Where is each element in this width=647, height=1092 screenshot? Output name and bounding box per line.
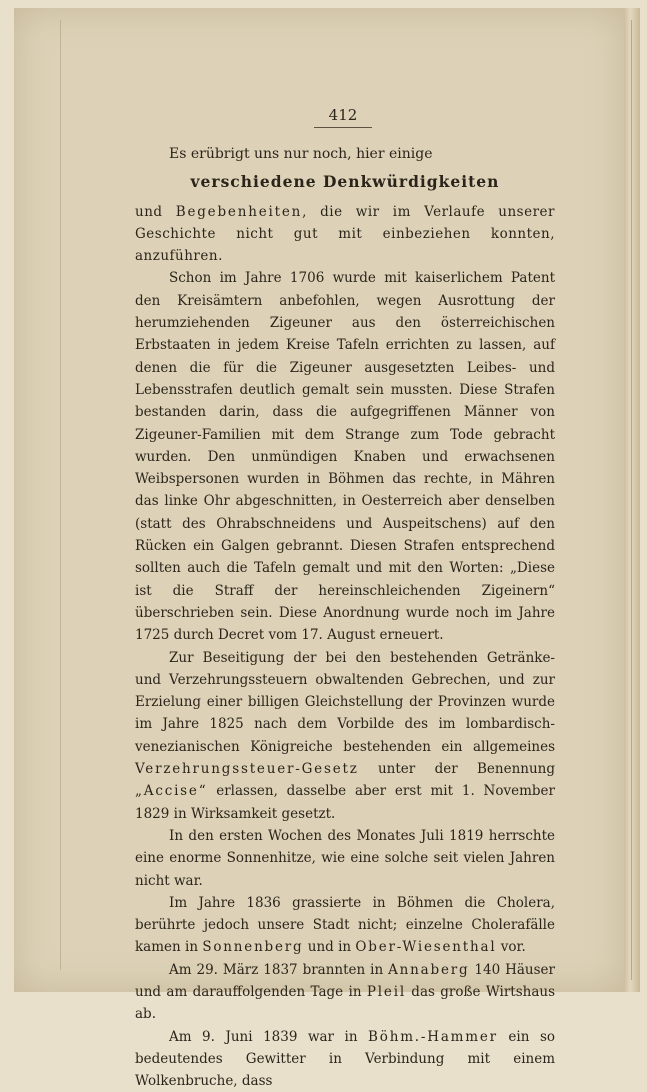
page-fold-crease (60, 20, 61, 970)
paragraph (135, 201, 555, 268)
text-span: , die wir im Verlaufe unserer Geschichte nicht gut mit einbeziehen konnten, anzuführen. (135, 203, 555, 265)
text-span: Am 9. Juni 1839 war in (169, 1028, 369, 1045)
page-number-rule (314, 127, 372, 128)
body-text (135, 143, 555, 1092)
adjacent-page-edge (624, 8, 640, 992)
text-span: und (135, 203, 176, 220)
text-span: Im Jahre 1836 grassierte in Böhmen die Cholera, berührte jedoch unsere Stadt nicht; einzelne Cholerafälle kamen in (135, 894, 555, 956)
text-span: Zur Beseitigung der bei den bestehenden Getränke- und Verzehrungssteuern obwaltenden Gebrechen, und zur Erzielung einer billigen Gleichstellung der Provinzen wurde im Jahre 1825 nach dem Vorbilde des im lombardisch-venezianischen Königreiche bestehenden ein allgemeines (135, 649, 555, 755)
emphasized-term: „Accise“ (135, 783, 208, 800)
text-span: vor. (496, 939, 526, 956)
page-edge-line (631, 20, 632, 980)
intro-line: Es erübrigt uns nur noch, hier einige (169, 146, 433, 162)
text-span: und in (303, 939, 356, 956)
text-span: Am 29. März 1837 brannten in (169, 961, 389, 978)
place-name: Pleil (366, 983, 406, 1000)
text-span: Schon im Jahre 1706 wurde mit kaiserlichem Patent den Kreisämtern anbefohlen, wegen Ausrottung der herumziehenden Zigeuner aus den österreichischen Erbstaaten in jedem Kreise Tafeln errichten zu lassen, auf denen die für die Zigeuner ausgesetzten Leibes- und Lebensstrafen deutlich gemalt sein mussten. Diese Strafen bestanden darin, dass die aufgegriffenen Männer von Zigeuner-Familien mit dem Strange zum Tode gebracht wurden. Den unmündigen Knaben und erwachsenen Weibspersonen wurden in Böhmen das rechte, in Mähren das linke Ohr abgeschnitten, in Oesterreich aber denselben (statt des Ohrabschneidens und Auspeitschens) auf den Rücken ein Galgen gebrannt. Diesen Strafen entsprechend sollten auch die Tafeln gemalt und mit den Worten: „Diese ist die Straff der hereinschleichenden Zigeinern“ überschrieben sein. Diese Anordnung wurde noch im Jahre 1725 durch Decret vom 17. August erneuert. (135, 270, 555, 644)
text-span: 140 Häuser und am darauffolgenden Tage in (135, 961, 555, 1000)
place-name: Ober-Wiesenthal (355, 939, 497, 956)
place-name: Sonnenberg (202, 939, 304, 956)
paragraph (135, 647, 555, 825)
text-span: unter der Benennung (358, 761, 555, 778)
text-span: erlassen, dasselbe aber erst mit 1. November 1829 in Wirksamkeit gesetzt. (135, 783, 555, 822)
text-span: ein so bedeutendes Gewitter in Verbindung mit einem Wolkenbruche, dass (135, 1028, 555, 1090)
page-number: 412 (328, 106, 358, 124)
emphasized-term: Verzehrungssteuer-Gesetz (135, 761, 359, 778)
place-name: Böhm.-Hammer (368, 1028, 498, 1045)
text-span: In den ersten Wochen des Monates Juli 1819 herrschte eine enorme Sonnenhitze, wie eine solche seit vielen Jahren nicht war. (135, 827, 555, 889)
paragraph (135, 825, 555, 892)
paragraph (135, 267, 555, 646)
paragraph (135, 959, 555, 1026)
text-span: das große Wirtshaus ab. (135, 983, 555, 1023)
place-name: Annaberg (388, 961, 470, 978)
paragraph (135, 1026, 555, 1092)
section-heading: verschiedene Denkwürdigkeiten (190, 172, 500, 192)
paragraph (135, 892, 555, 959)
emphasized-term: Begebenheiten (175, 203, 303, 220)
